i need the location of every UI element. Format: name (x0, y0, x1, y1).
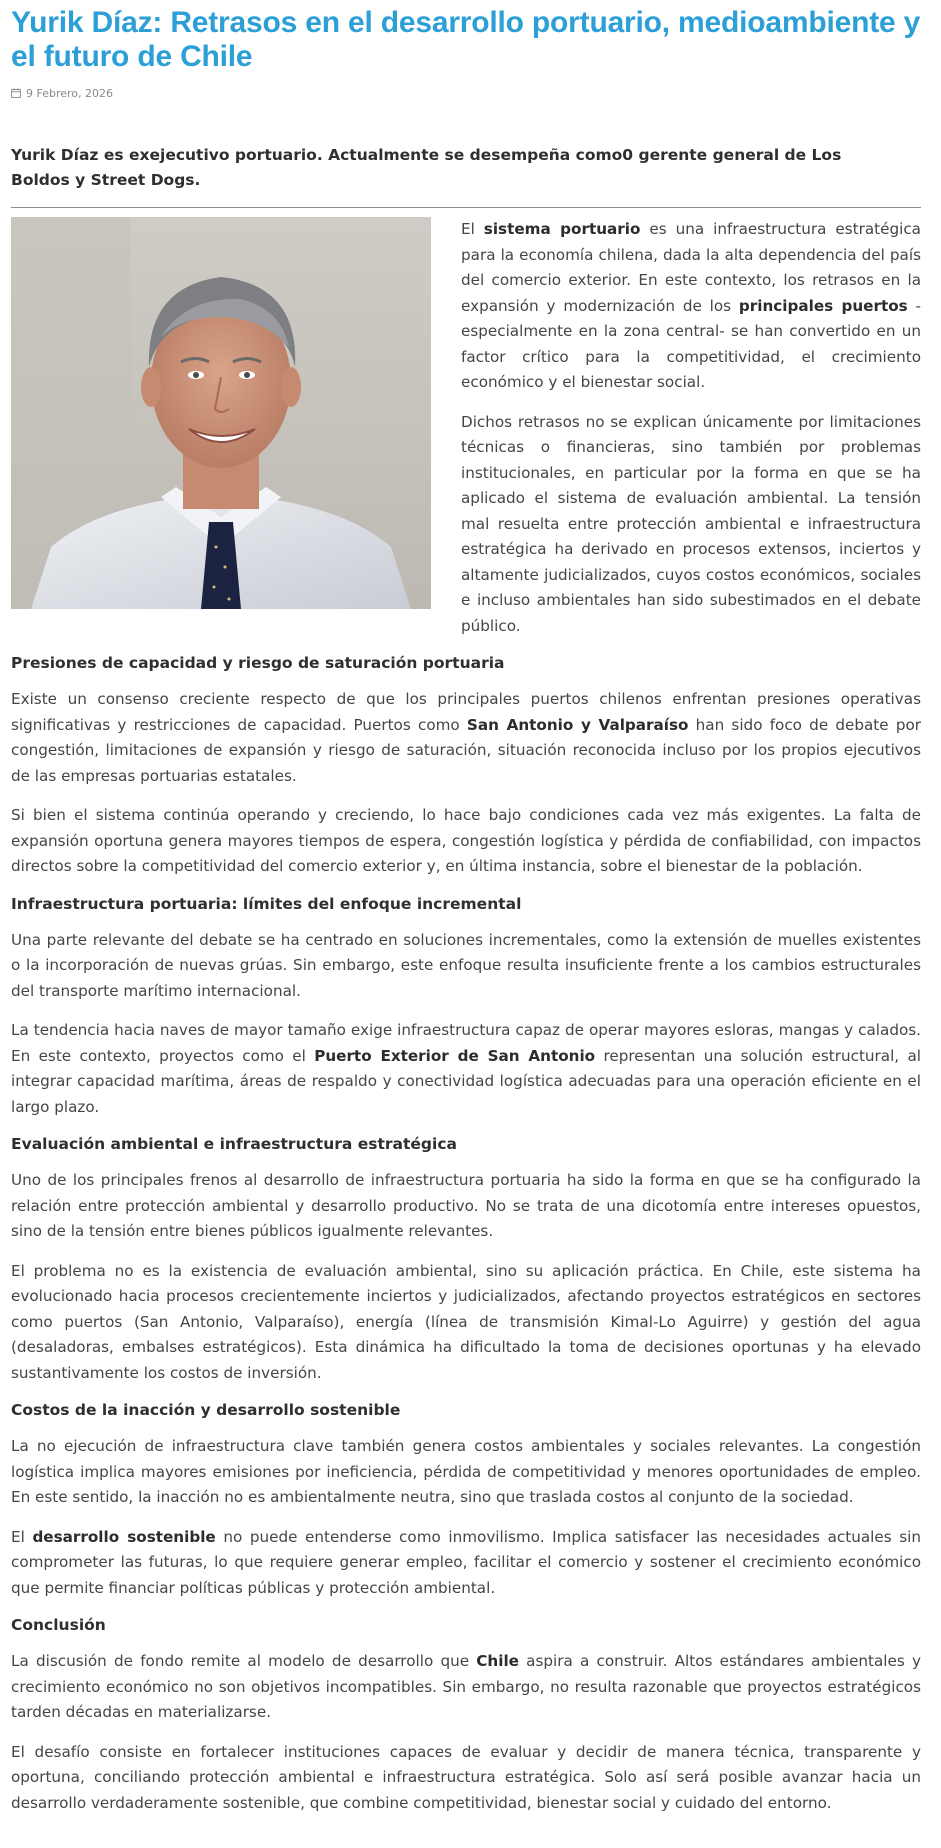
article-lead: Yurik Díaz es exejecutivo portuario. Actualmente se desempeña como0 gerente general de Los Boldos y Street Dogs. (11, 146, 842, 189)
paragraph: La no ejecución de infraestructura clave también genera costos ambientales y sociales relevantes. La congestión logística implica mayores emisiones por ineficiencia, pérdida de competitividad y menores oportunidades de empleo. En este sentido, la inacción no es ambientalmente neutra, sino que traslada costos al conjunto de la sociedad. (11, 1437, 921, 1506)
section-heading: Costos de la inacción y desarrollo sostenible (11, 1401, 401, 1419)
paragraph: El problema no es la existencia de evaluación ambiental, sino su aplicación práctica. En Chile, este sistema ha evolucionado hacia procesos crecientemente inciertos y judicializados, afectando proyectos estratégicos en sectores como puertos (San Antonio, Valparaíso), energía (línea de transmisión Kimal-Lo Aguirre) y gestión del agua (desaladoras, embalses estratégicos). Esta dinámica ha dificultado la toma de decisiones oportunas y ha elevado sustantivamente los costos de inversión. (11, 1261, 921, 1382)
post-date: 9 Febrero, 2026 (26, 86, 114, 100)
author-photo (11, 217, 431, 609)
article-body (11, 208, 921, 1816)
paragraph: Dichos retrasos no se explican únicamente por limitaciones técnicas o financieras, sino también por problemas institucionales, en particular por la forma en que se ha aplicado el sistema de evaluación ambiental. La tensión mal resuelta entre protección ambiental e infraestructura estratégica ha derivado en procesos extensos, inciertos y altamente judicializados, cuyos costos económicos, sociales e incluso ambientales han sido subestimados en el debate público. (461, 412, 921, 635)
article (11, 0, 921, 1816)
paragraph: Uno de los principales frenos al desarrollo de infraestructura portuaria ha sido la forma en que se ha configurado la relación entre protección ambiental y desarrollo productivo. No se trata de una dicotomía entre intereses opuestos, sino de la tensión entre bienes públicos igualmente relevantes. (11, 1171, 921, 1240)
post-meta (11, 85, 921, 101)
section-heading: Infraestructura portuaria: límites del enfoque incremental (11, 894, 522, 913)
calendar-icon (11, 88, 21, 98)
paragraph: Existe un consenso creciente respecto de que los principales puertos chilenos enfrentan presiones operativas significativas y restricciones de capacidad. Puertos como San Antonio y Valparaíso han sido foco de debate por congestión, limitaciones de expansión y riesgo de saturación, situación reconocida incluso por los propios ejecutivos de las empresas portuarias estatales. (11, 690, 921, 785)
paragraph: La tendencia hacia naves de mayor tamaño exige infraestructura capaz de operar mayores esloras, mangas y calados. En este contexto, proyectos como el Puerto Exterior de San Antonio representan una solución estructural, al integrar capacidad marítima, áreas de respaldo y conectividad logística adecuadas para una operación eficiente en el largo plazo. (11, 1021, 921, 1116)
section-heading: Presiones de capacidad y riesgo de saturación portuaria (11, 654, 505, 672)
article-title: Yurik Díaz: Retrasos en el desarrollo portuario, medioambiente y el futuro de Chile (11, 6, 921, 73)
paragraph: El sistema portuario es una infraestructura estratégica para la economía chilena, dada la alta dependencia del país del comercio exterior. En este contexto, los retrasos en la expansión y modernización de los principales puertos - especialmente en la zona central- se han convertido en un factor crítico para la competitividad, el crecimiento económico y el bienestar social. (461, 220, 922, 391)
paragraph: La discusión de fondo remite al modelo de desarrollo que Chile aspira a construir. Altos estándares ambientales y crecimiento económico no son objetivos incompatibles. Sin embargo, no resulta razonable que proyectos estratégicos tarden décadas en materializarse. (11, 1652, 921, 1721)
paragraph: El desarrollo sostenible no puede entenderse como inmovilismo. Implica satisfacer las necesidades actuales sin comprometer las futuras, lo que requiere generar empleo, facilitar el comercio y sostener el crecimiento económico que permite financiar políticas públicas y protección ambiental. (11, 1527, 921, 1597)
paragraph: Una parte relevante del debate se ha centrado en soluciones incrementales, como la extensión de muelles existentes o la incorporación de nuevas grúas. Sin embargo, este enfoque resulta insuficiente frente a los cambios estructurales del transporte marítimo internacional. (11, 930, 921, 1000)
paragraph: Si bien el sistema continúa operando y creciendo, lo hace bajo condiciones cada vez más exigentes. La falta de expansión oportuna genera mayores tiempos de espera, congestión logística y pérdida de confiabilidad, con impactos directos sobre la competitividad del comercio exterior y, en última instancia, sobre el bienestar de la población. (11, 806, 921, 875)
section-heading: Evaluación ambiental e infraestructura estratégica (11, 1135, 457, 1153)
section-heading: Conclusión (11, 1616, 106, 1634)
paragraph: El desafío consiste en fortalecer instituciones capaces de evaluar y decidir de manera técnica, transparente y oportuna, conciliando protección ambiental e infraestructura estratégica. Solo así será posible avanzar hacia un desarrollo verdaderamente sostenible, que combine competitividad, bienestar social y cuidado del entorno. (11, 1742, 921, 1812)
